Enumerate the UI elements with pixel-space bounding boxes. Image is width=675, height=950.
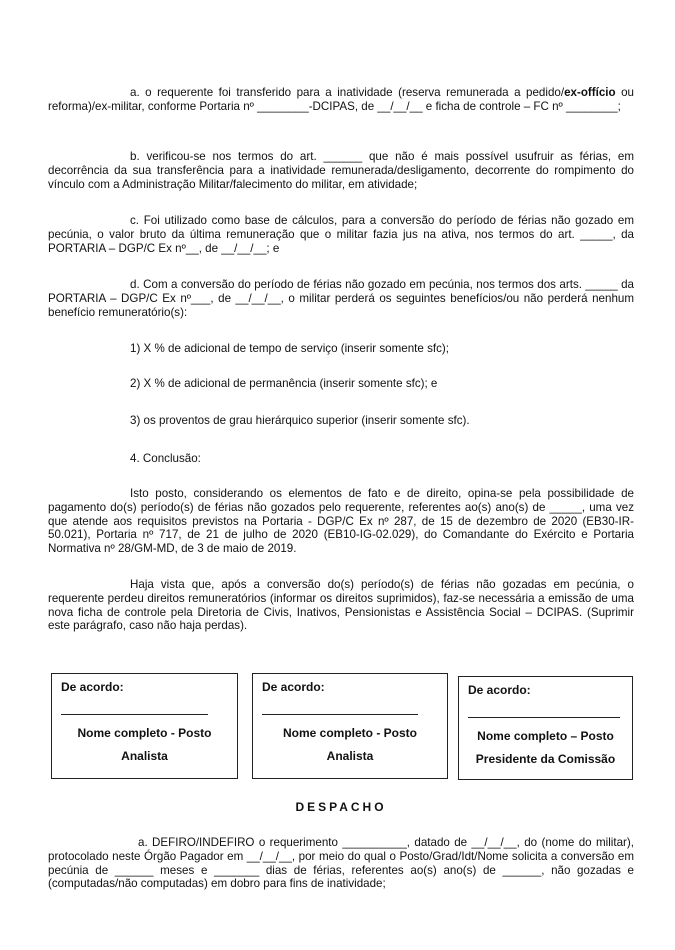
signature-line [468,717,620,718]
signature-line [262,714,418,715]
signature-label: De acordo: [262,680,325,694]
signature-role: Analista [121,749,168,763]
signature-label: De acordo: [468,683,531,697]
despacho-paragraph-a: a. DEFIRO/INDEFIRO o requerimento __________, datado de __/__/__, do (nome do militar), protocolado neste Órgão Pagador em __/__/__, por meio do qual o Posto/Grad/Idt/Nome solicita a conversão em pecúnia de ______ meses e _______ dias de férias, referentes ao(s) ano(s) de ______, não gozadas e (computadas/não computadas) em dobro para fins de inatividade; [48,836,634,891]
signature-box-2 [252,673,448,779]
signature-role: Presidente da Comissão [475,752,616,766]
paragraph-a-text-2: ou reforma)/ex-militar, conforme Portaria nº ________-DCIPAS, de __/__/__ e ficha de controle – FC nº ________; [48,86,634,113]
conclusion-heading: 4. Conclusão: [130,452,201,465]
list-item-3: 3) os proventos de grau hierárquico superior (inserir somente sfc). [130,414,470,427]
paragraph-c: c. Foi utilizado como base de cálculos, para a conversão do período de férias não gozado em pecúnia, o valor bruto da última remuneração que o militar fazia jus na ativa, nos termos do art. _____, da PORTARIA – DGP/C Ex nº__, de __/__/__; e [48,214,634,255]
paragraph-b: b. verificou-se nos termos do art. ______ que não é mais possível usufruir as férias, em decorrência da sua transferência para a inatividade remunerada/desligamento, decorrente do rompimento do vínculo com a Administração Militar/falecimento do militar, em atividade; [48,150,634,191]
paragraph-a-text-1: a. o requerente foi transferido para a inatividade (reserva remunerada a pedido/ [130,86,565,99]
despacho-title: DESPACHO [295,800,387,814]
signature-role: Analista [326,749,374,763]
signature-label: De acordo: [61,680,124,694]
signature-name: Nome completo - Posto [77,726,212,740]
paragraph-isto-posto: Isto posto, considerando os elementos de fato e de direito, opina-se pela possibilidade de pagamento do(s) período(s) de férias não gozados pelo requerente, referentes ao(s) ano(s) de _____, uma vez que atende aos requisitos previstos na Portaria - DGP/C Ex nº 287, de 15 de dezembro de 2020 (EB30-IR-50.021), Portaria nº 717, de 21 de julho de 2020 (EB10-IG-02.029), do Comandante do Exército e Portaria Normativa nº 28/GM-MD, de 3 de maio de 2019. [48,487,634,556]
signature-line [61,714,208,715]
signature-name: Nome completo – Posto [477,729,614,743]
paragraph-haja-vista: Haja vista que, após a conversão do(s) período(s) de férias não gozadas em pecúnia, o requerente perdeu direitos remuneratórios (informar os direitos suprimidos), faz-se necessária a emissão de uma nova ficha de controle pela Diretoria de Civis, Inativos, Pensionistas e Assistência Social – DCIPAS. (Suprimir este parágrafo, caso não haja perdas). [48,578,634,633]
list-item-1: 1) X % de adicional de tempo de serviço (inserir somente sfc); [130,342,449,355]
signature-name: Nome completo - Posto [282,726,417,740]
signature-box-1 [51,673,238,779]
signature-box-3 [458,676,633,780]
paragraph-a [48,86,634,114]
paragraph-d: d. Com a conversão do período de férias não gozado em pecúnia, nos termos dos arts. _____ da PORTARIA – DGP/C Ex nº___, de __/__/__, o militar perderá os seguintes benefícios/ou não perderá nenhum benefício remuneratório(s): [48,278,634,319]
paragraph-a-bold: ex-offício [564,86,616,99]
list-item-2: 2) X % de adicional de permanência (inserir somente sfc); e [130,377,438,390]
